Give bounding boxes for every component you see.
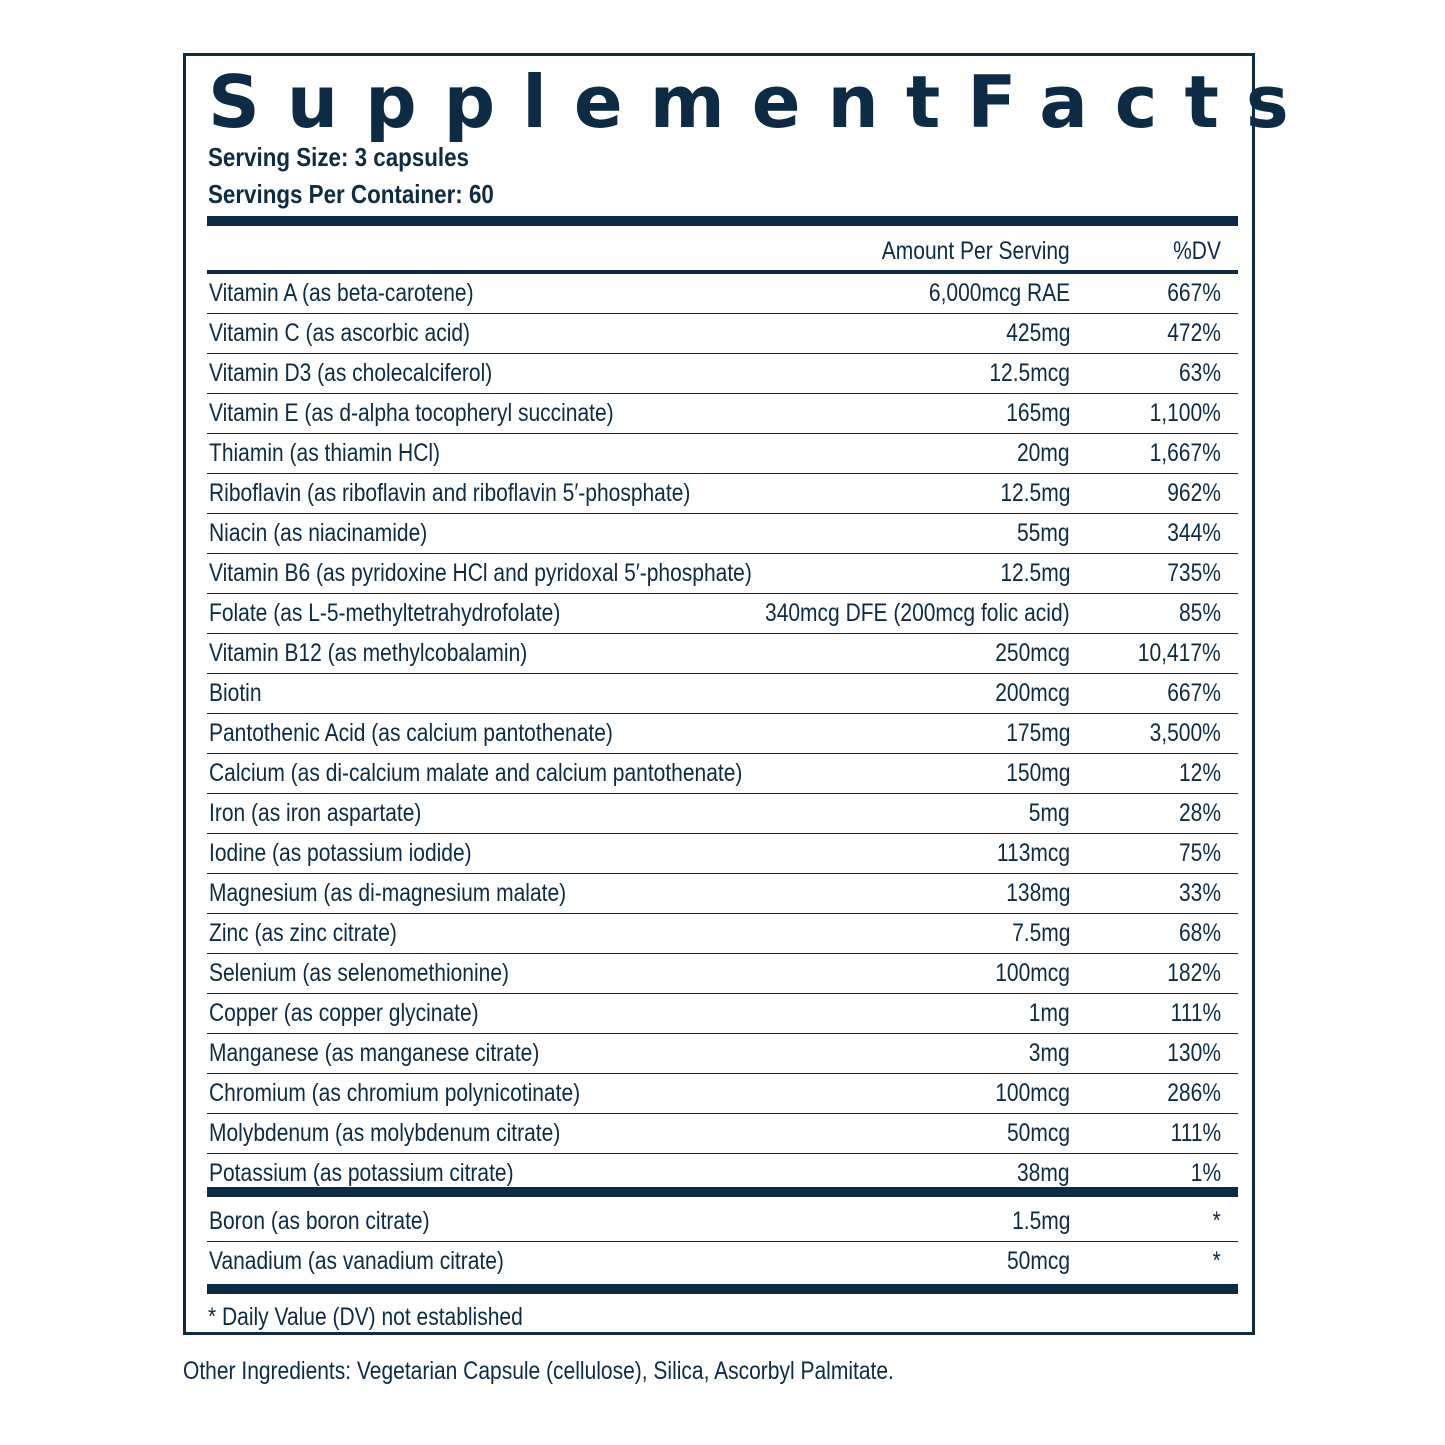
nutrient-dv: 1%	[1190, 1159, 1221, 1187]
nutrient-amount: 12.5mg	[999, 559, 1070, 587]
nutrient-dv: 75%	[1178, 839, 1221, 867]
nutrient-dv: *	[1212, 1207, 1221, 1235]
nutrient-name: Iron (as iron aspartate)	[209, 799, 422, 827]
nutrient-amount: 38mg	[1017, 1159, 1070, 1187]
nutrient-name: Biotin	[209, 679, 262, 707]
nutrient-name: Folate (as L-5-methyltetrahydrofolate)	[209, 599, 561, 627]
nutrient-name: Thiamin (as thiamin HCl)	[209, 439, 441, 467]
nutrient-amount: 165mg	[1005, 399, 1070, 427]
nutrient-dv: 130%	[1167, 1039, 1221, 1067]
nutrient-amount: 113mcg	[996, 839, 1070, 867]
nutrient-dv: 667%	[1167, 679, 1221, 707]
nutrient-amount: 138mg	[1005, 879, 1070, 907]
nutrient-amount: 20mg	[1017, 439, 1070, 467]
nutrient-name: Selenium (as selenomethionine)	[209, 959, 510, 987]
nutrient-amount: 3mg	[1029, 1039, 1070, 1067]
nutrient-amount: 175mg	[1005, 719, 1070, 747]
supplement-facts-panel	[183, 53, 1316, 1335]
nutrient-row	[207, 1034, 1238, 1074]
nutrient-row	[207, 1242, 1238, 1282]
nutrient-dv: 735%	[1167, 559, 1221, 587]
nutrient-row	[207, 1074, 1238, 1114]
nutrient-dv: 1,667%	[1149, 439, 1221, 467]
footnote: * Daily Value (DV) not established	[208, 1303, 523, 1331]
other-ingredients: Other Ingredients: Vegetarian Capsule (cellulose), Silica, Ascorbyl Palmitate.	[183, 1357, 894, 1385]
nutrient-amount: 340mcg DFE (200mcg folic acid)	[765, 599, 1070, 627]
nutrient-name: Vitamin A (as beta-carotene)	[209, 279, 474, 307]
panel-title	[208, 60, 1316, 144]
nutrient-row	[207, 394, 1238, 434]
nutrient-name: Magnesium (as di-magnesium malate)	[209, 879, 567, 907]
nutrient-row	[207, 954, 1238, 994]
nutrient-name: Vitamin E (as d-alpha tocopheryl succinate)	[209, 399, 614, 427]
nutrient-name: Niacin (as niacinamide)	[209, 519, 428, 547]
nutrient-name: Vanadium (as vanadium citrate)	[209, 1247, 504, 1275]
nutrient-row	[207, 914, 1238, 954]
nutrient-name: Copper (as copper glycinate)	[209, 999, 479, 1027]
nutrient-dv: 33%	[1178, 879, 1221, 907]
nutrient-row	[207, 434, 1238, 474]
nutrient-dv: 667%	[1167, 279, 1221, 307]
nutrient-row	[207, 1202, 1238, 1242]
nutrient-name: Zinc (as zinc citrate)	[209, 919, 397, 947]
nutrient-row	[207, 994, 1238, 1034]
nutrient-name: Chromium (as chromium polynicotinate)	[209, 1079, 581, 1107]
nutrient-dv: 12%	[1178, 759, 1221, 787]
nutrient-dv: *	[1212, 1247, 1221, 1275]
nutrient-row	[207, 634, 1238, 674]
nutrient-name: Potassium (as potassium citrate)	[209, 1159, 514, 1187]
nutrient-name: Molybdenum (as molybdenum citrate)	[209, 1119, 561, 1147]
nutrient-row	[207, 674, 1238, 714]
nutrient-dv: 1,100%	[1149, 399, 1221, 427]
nutrient-row	[207, 314, 1238, 354]
nutrient-amount: 150mg	[1005, 759, 1070, 787]
nutrient-name: Calcium (as di-calcium malate and calcium pantothenate)	[209, 759, 743, 787]
nutrient-row	[207, 794, 1238, 834]
nutrient-dv: 111%	[1170, 999, 1221, 1027]
nutrient-name: Vitamin B6 (as pyridoxine HCl and pyridoxal 5′-phosphate)	[209, 559, 752, 587]
nutrient-row	[207, 594, 1238, 634]
nutrient-name: Riboflavin (as riboflavin and riboflavin 5′-phosphate)	[209, 479, 691, 507]
nutrient-dv: 10,417%	[1138, 639, 1221, 667]
nutrient-dv: 111%	[1170, 1119, 1221, 1147]
nutrient-dv: 472%	[1167, 319, 1221, 347]
nutrient-name: Boron (as boron citrate)	[209, 1207, 430, 1235]
title-word-facts: Facts	[967, 60, 1316, 144]
nutrient-amount: 12.5mg	[999, 479, 1070, 507]
nutrient-amount: 5mg	[1029, 799, 1070, 827]
nutrient-amount: 1mg	[1029, 999, 1070, 1027]
nutrient-row	[207, 834, 1238, 874]
nutrient-name: Vitamin C (as ascorbic acid)	[209, 319, 471, 347]
nutrient-amount: 1.5mg	[1011, 1207, 1070, 1235]
nutrient-amount: 200mcg	[995, 679, 1070, 707]
nutrient-row	[207, 1114, 1238, 1154]
nutrient-dv: 962%	[1167, 479, 1221, 507]
nutrient-dv: 182%	[1167, 959, 1221, 987]
nutrient-amount: 50mcg	[1006, 1247, 1070, 1275]
column-header-amount: Amount Per Serving	[882, 237, 1070, 265]
nutrient-amount: 7.5mg	[1011, 919, 1070, 947]
nutrient-dv: 344%	[1167, 519, 1221, 547]
nutrient-dv: 3,500%	[1149, 719, 1221, 747]
nutrient-name: Vitamin D3 (as cholecalciferol)	[209, 359, 493, 387]
nutrient-amount: 425mg	[1005, 319, 1070, 347]
nutrient-dv: 85%	[1178, 599, 1221, 627]
nutrient-row	[207, 754, 1238, 794]
serving-size: Serving Size: 3 capsules	[208, 142, 469, 172]
nutrient-row	[207, 714, 1238, 754]
nutrient-amount: 100mcg	[995, 959, 1070, 987]
nutrient-amount: 50mcg	[1006, 1119, 1070, 1147]
nutrient-amount: 12.5mcg	[989, 359, 1070, 387]
nutrient-name: Iodine (as potassium iodide)	[209, 839, 472, 867]
nutrient-row	[207, 554, 1238, 594]
nutrient-name: Pantothenic Acid (as calcium pantothenate)	[209, 719, 613, 747]
divider-thick-bottom	[207, 1284, 1238, 1294]
nutrient-dv: 286%	[1167, 1079, 1221, 1107]
column-header-row	[207, 232, 1238, 272]
divider-thick-middle	[207, 1187, 1238, 1197]
nutrient-amount: 6,000mcg RAE	[928, 279, 1070, 307]
nutrient-amount: 100mcg	[995, 1079, 1070, 1107]
nutrient-amount: 250mcg	[995, 639, 1070, 667]
nutrient-dv: 28%	[1178, 799, 1221, 827]
nutrient-row	[207, 514, 1238, 554]
servings-per-container: Servings Per Container: 60	[208, 179, 494, 209]
divider-thick-top	[207, 216, 1238, 226]
nutrient-amount: 55mg	[1017, 519, 1070, 547]
nutrient-row	[207, 354, 1238, 394]
nutrient-name: Manganese (as manganese citrate)	[209, 1039, 540, 1067]
nutrient-dv: 68%	[1178, 919, 1221, 947]
title-word-supplement: Supplement	[208, 60, 968, 144]
nutrient-row	[207, 274, 1238, 314]
column-header-dv: %DV	[1173, 237, 1221, 265]
nutrient-name: Vitamin B12 (as methylcobalamin)	[209, 639, 528, 667]
nutrient-dv: 63%	[1178, 359, 1221, 387]
nutrient-row	[207, 874, 1238, 914]
nutrient-row	[207, 474, 1238, 514]
